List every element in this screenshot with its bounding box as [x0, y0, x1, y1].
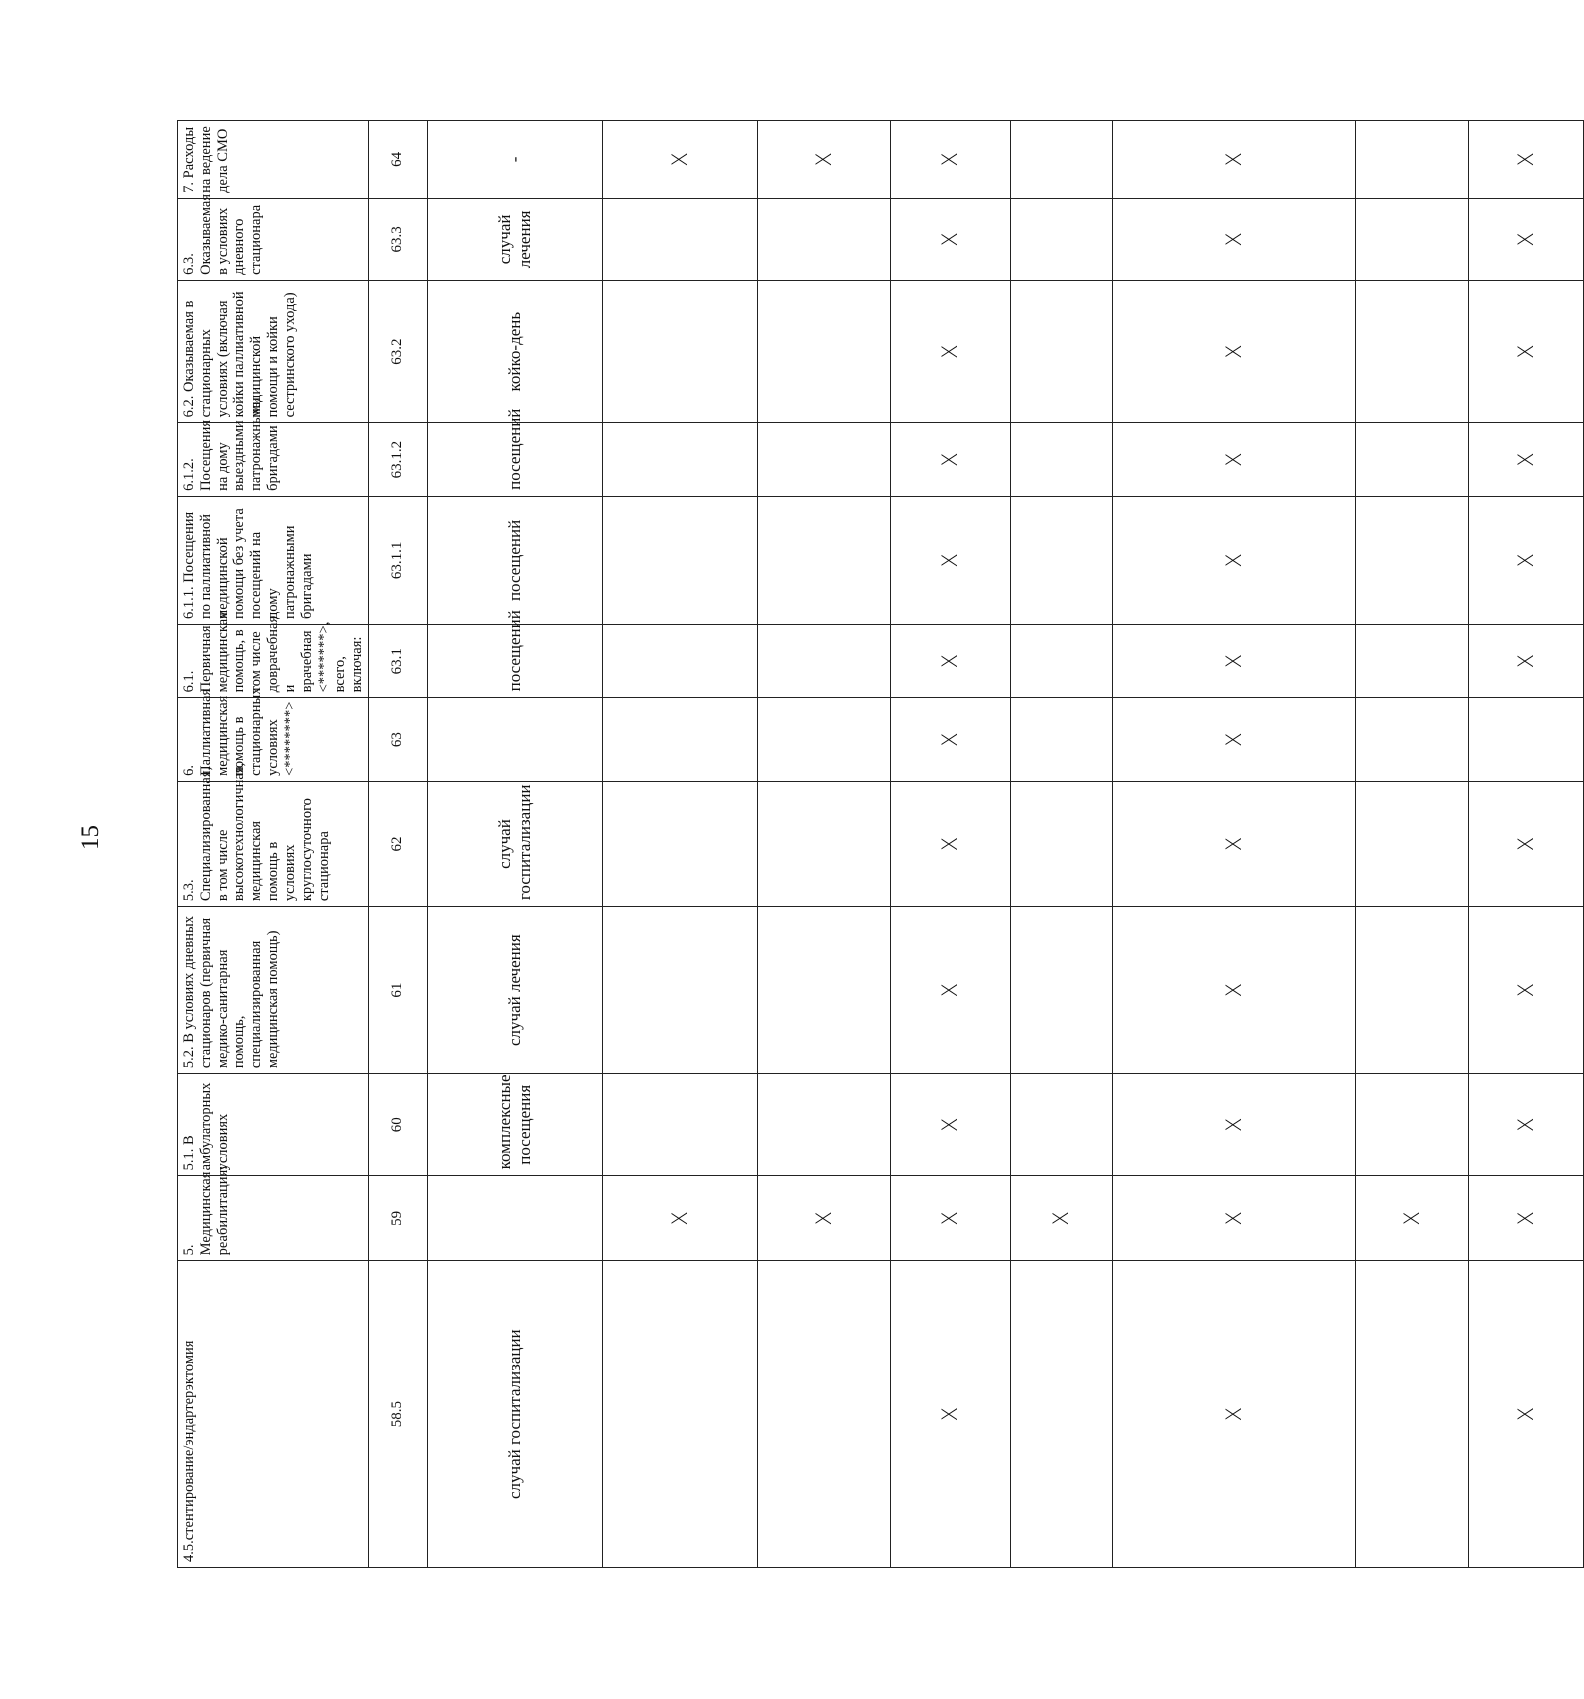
- cell-code: 61: [368, 907, 427, 1074]
- cell-name: 6.2. Оказываемая в стационарных условиях (включая койки паллиативной медицинской помощи и койки сестринского ухода): [178, 280, 369, 423]
- cell-unit: койко-день: [427, 280, 602, 423]
- cell-mark: X: [1112, 1074, 1355, 1176]
- cell-mark: X: [890, 121, 1010, 199]
- cell-mark: X: [1468, 1176, 1583, 1261]
- cell-code: 62: [368, 781, 427, 906]
- cell-mark: X: [1112, 121, 1355, 199]
- cell-mark: [757, 781, 890, 906]
- page-number: 15: [77, 825, 104, 850]
- table-container: [177, 120, 1538, 1568]
- cell-unit: комплексные посещения: [427, 1074, 602, 1176]
- cell-mark: [1010, 280, 1112, 423]
- cell-mark: [602, 781, 757, 906]
- cell-mark: [1010, 1074, 1112, 1176]
- cell-code: 58.5: [368, 1261, 427, 1568]
- cell-mark: [602, 198, 757, 280]
- cell-mark: [602, 907, 757, 1074]
- cell-name: 6.3. Оказываемая в условиях дневного стационара: [178, 198, 369, 280]
- cell-mark: [1355, 121, 1468, 199]
- cell-mark: X: [602, 1176, 757, 1261]
- cell-code: 63.1.2: [368, 423, 427, 496]
- cell-mark: [757, 624, 890, 697]
- table-row-mark-5: [1112, 121, 1355, 1568]
- cell-mark: [757, 698, 890, 782]
- cell-mark: [602, 1074, 757, 1176]
- table-row-mark-1: [602, 121, 757, 1568]
- cell-mark: [602, 624, 757, 697]
- cell-name: 6.1.1. Посещения по паллиативной медицинской помощи без учета посещений на дому патронажными бригадами: [178, 496, 369, 624]
- table-row-code: [368, 121, 427, 1568]
- table-row-mark-2: [757, 121, 890, 1568]
- cell-unit: [427, 1176, 602, 1261]
- cell-mark: X: [890, 907, 1010, 1074]
- cell-mark: X: [890, 1176, 1010, 1261]
- cell-mark: [1010, 1261, 1112, 1568]
- table-row-mark-7: [1468, 121, 1583, 1568]
- table-row-mark-6: [1355, 121, 1468, 1568]
- cell-code: 63: [368, 698, 427, 782]
- cell-mark: [757, 1074, 890, 1176]
- cell-mark: X: [1112, 1176, 1355, 1261]
- cell-mark: X: [1355, 1176, 1468, 1261]
- table-row-name: [178, 121, 369, 1568]
- cell-mark: X: [1112, 781, 1355, 906]
- cell-mark: [602, 280, 757, 423]
- cell-mark: [1355, 698, 1468, 782]
- cell-name: 6.1.2. Посещения на дому выездными патронажными бригадами: [178, 423, 369, 496]
- cell-unit: случай лечения: [427, 907, 602, 1074]
- cell-code: 63.1.1: [368, 496, 427, 624]
- cell-unit: [427, 698, 602, 782]
- cell-mark: [1355, 198, 1468, 280]
- cell-code: 64: [368, 121, 427, 199]
- cell-mark: [602, 496, 757, 624]
- cell-unit: случай лечения: [427, 198, 602, 280]
- cell-mark: X: [890, 423, 1010, 496]
- cell-mark: [757, 280, 890, 423]
- table-row-mark-3: [890, 121, 1010, 1568]
- cell-mark: [757, 423, 890, 496]
- cell-mark: [1010, 907, 1112, 1074]
- cell-mark: X: [1112, 198, 1355, 280]
- cell-mark: X: [1468, 280, 1583, 423]
- cell-mark: [602, 698, 757, 782]
- cell-mark: X: [1010, 1176, 1112, 1261]
- cell-name: 4.5.стентирование/эндартерэктомия: [178, 1261, 369, 1568]
- cell-mark: [602, 1261, 757, 1568]
- cell-mark: X: [1112, 496, 1355, 624]
- cell-name: 5.1. В амбулаторных условиях: [178, 1074, 369, 1176]
- cell-unit: -: [427, 121, 602, 199]
- cell-mark: X: [1468, 496, 1583, 624]
- cell-mark: X: [1468, 907, 1583, 1074]
- cell-mark: [1355, 423, 1468, 496]
- cell-mark: [1010, 121, 1112, 199]
- cell-unit: случай госпитализации: [427, 1261, 602, 1568]
- cell-mark: [1355, 1261, 1468, 1568]
- cell-mark: X: [1468, 121, 1583, 199]
- cell-mark: [1355, 907, 1468, 1074]
- cell-mark: X: [602, 121, 757, 199]
- cell-mark: [757, 496, 890, 624]
- cell-name: 7. Расходы на ведение дела СМО: [178, 121, 369, 199]
- cell-mark: X: [1468, 624, 1583, 697]
- cell-unit: посещений: [427, 423, 602, 496]
- cell-mark: [757, 198, 890, 280]
- cell-code: 59: [368, 1176, 427, 1261]
- cell-mark: [1010, 198, 1112, 280]
- cell-name: 5. Медицинская реабилитация:: [178, 1176, 369, 1261]
- data-table: [177, 120, 1584, 1568]
- cell-mark: X: [890, 1074, 1010, 1176]
- cell-mark: [602, 423, 757, 496]
- cell-mark: X: [1112, 1261, 1355, 1568]
- cell-mark: [1468, 698, 1583, 782]
- cell-mark: [1010, 624, 1112, 697]
- cell-mark: [1010, 423, 1112, 496]
- cell-mark: [1010, 496, 1112, 624]
- cell-mark: [1010, 781, 1112, 906]
- cell-mark: X: [1468, 198, 1583, 280]
- cell-code: 63.2: [368, 280, 427, 423]
- cell-mark: [1355, 1074, 1468, 1176]
- cell-mark: X: [890, 698, 1010, 782]
- cell-mark: X: [890, 781, 1010, 906]
- cell-mark: [1355, 280, 1468, 423]
- cell-mark: [757, 1261, 890, 1568]
- cell-mark: [757, 907, 890, 1074]
- table-row-unit: [427, 121, 602, 1568]
- cell-unit: случай госпитализации: [427, 781, 602, 906]
- cell-mark: X: [890, 280, 1010, 423]
- cell-mark: X: [1468, 1074, 1583, 1176]
- cell-code: 63.1: [368, 624, 427, 697]
- cell-name: 6.1. Первичная медицинская помощь, в том числе доврачебная и врачебная <*******>, всего, включая:: [178, 624, 369, 697]
- cell-mark: X: [1112, 423, 1355, 496]
- cell-name: 6. Паллиативная медицинская помощь в стационарных условиях <********>: [178, 698, 369, 782]
- cell-mark: X: [1468, 423, 1583, 496]
- cell-unit: посещений: [427, 496, 602, 624]
- cell-mark: X: [1468, 781, 1583, 906]
- cell-mark: X: [1112, 624, 1355, 697]
- cell-unit: посещений: [427, 624, 602, 697]
- cell-mark: [1010, 698, 1112, 782]
- cell-mark: X: [1112, 280, 1355, 423]
- table-row-mark-4: [1010, 121, 1112, 1568]
- cell-mark: X: [1112, 907, 1355, 1074]
- cell-mark: X: [757, 121, 890, 199]
- cell-mark: X: [890, 624, 1010, 697]
- cell-mark: [1355, 496, 1468, 624]
- cell-name: 5.2. В условиях дневных стационаров (первичная медико-санитарная помощь, специализированная медицинская помощь): [178, 907, 369, 1074]
- cell-mark: X: [890, 198, 1010, 280]
- cell-mark: X: [757, 1176, 890, 1261]
- cell-code: 63.3: [368, 198, 427, 280]
- cell-mark: [1355, 781, 1468, 906]
- cell-code: 60: [368, 1074, 427, 1176]
- cell-mark: X: [890, 496, 1010, 624]
- cell-mark: X: [890, 1261, 1010, 1568]
- cell-mark: X: [1468, 1261, 1583, 1568]
- cell-mark: [1355, 624, 1468, 697]
- cell-mark: X: [1112, 698, 1355, 782]
- cell-name: 5.3. Специализированная, в том числе высокотехнологичная, медицинская помощь в условиях круглосуточного стационара: [178, 781, 369, 906]
